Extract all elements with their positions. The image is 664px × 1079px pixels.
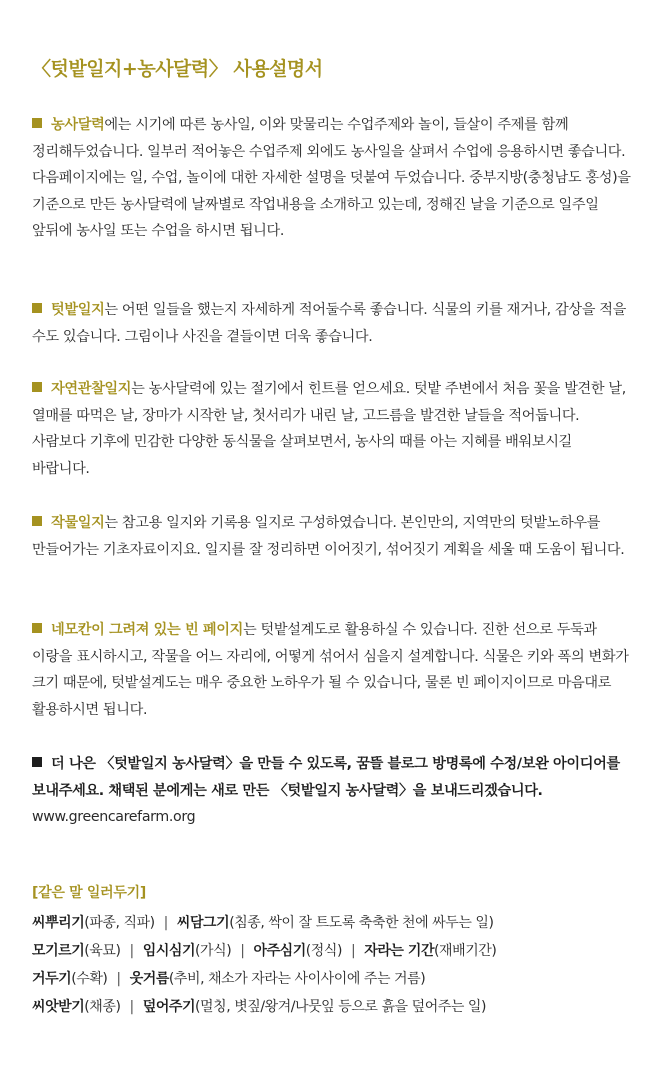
section-feedback-request — [32, 751, 632, 831]
glossary-term: 씨뿌리기 — [32, 915, 85, 931]
glossary-row — [32, 965, 642, 993]
glossary-term: 웃거름 — [129, 971, 169, 987]
square-bullet-icon — [32, 516, 42, 526]
square-bullet-icon — [32, 623, 42, 633]
glossary-row — [32, 993, 642, 1021]
section-highlight: 텃밭일지 — [51, 302, 105, 318]
glossary-separator: | — [129, 999, 134, 1015]
section-highlight: 네모칸이 그려져 있는 빈 페이지 — [51, 622, 243, 638]
glossary-separator: | — [350, 943, 356, 959]
glossary-separator: | — [240, 943, 245, 959]
glossary-term: 거두기 — [32, 971, 72, 987]
section-highlight: 작물일지 — [51, 515, 105, 531]
section-nature-diary — [32, 376, 632, 482]
section-blank-grid-page — [32, 617, 632, 723]
glossary-separator: | — [163, 915, 168, 931]
glossary-separator: | — [129, 943, 134, 959]
glossary-description: (추비, 채소가 자라는 사이사이에 주는 거름) — [168, 971, 426, 987]
glossary-description: (가식) — [195, 943, 232, 959]
page-title: 〈텃밭일지+농사달력〉 사용설명서 — [32, 58, 323, 80]
section-text: 는 참고용 일지와 기록용 일지로 구성하였습니다. 본인만의, 지역만의 텃밭노하우를 만들어가는 기초자료이지요. 일지를 잘 정리하면 이어짓기, 섞어짓기 계획을 세울 때 도움이 됩니다. — [32, 515, 625, 558]
glossary-term: 자라는 기간 — [364, 943, 435, 959]
glossary-row — [32, 909, 642, 937]
glossary-term: 덮어주기 — [142, 999, 196, 1015]
section-text: 는 어떤 일들을 했는지 자세하게 적어둘수록 좋습니다. 식물의 키를 재거나, 감상을 적을 수도 있습니다. 그림이나 사진을 곁들이면 더욱 좋습니다. — [32, 302, 626, 345]
section-garden-diary — [32, 297, 632, 350]
square-bullet-icon — [32, 118, 42, 128]
section-highlight: 자연관찰일지 — [51, 381, 132, 397]
glossary-description: (재배기간) — [434, 943, 497, 959]
glossary-description: (멀칭, 볏짚/왕겨/나뭇잎 등으로 흙을 덮어주는 일) — [195, 999, 487, 1015]
glossary-description: (침종, 싹이 잘 트도록 축축한 천에 싸두는 일) — [229, 915, 494, 931]
section-farming-calendar — [32, 112, 632, 245]
section-crop-diary — [32, 510, 632, 563]
glossary-description: (정식) — [305, 943, 342, 959]
glossary-term: 모기르기 — [32, 943, 85, 959]
section-text: 는 텃밭설계도로 활용하실 수 있습니다. 진한 선으로 두둑과 이랑을 표시하시고, 작물을 어느 자리에, 어떻게 섞어서 심을지 설계합니다. 식물은 키와 폭의 변화가 크기 때문에, 텃밭설계도는 매우 중요한 노하우가 될 수 있습니다, 물론 빈 페이지이므로 마음대로 활용하시면 됩니다. — [32, 622, 629, 718]
glossary-term: 아주심기 — [253, 943, 306, 959]
glossary-description: (육묘) — [84, 943, 121, 959]
glossary-description: (채종) — [84, 999, 121, 1015]
glossary-list — [32, 909, 642, 1021]
square-bullet-icon — [32, 757, 42, 767]
square-bullet-icon — [32, 303, 42, 313]
glossary-term: 씨담그기 — [176, 915, 230, 931]
glossary-term: 씨앗받기 — [32, 999, 85, 1015]
glossary-description: (수확) — [71, 971, 108, 987]
glossary-term: 임시심기 — [142, 943, 196, 959]
section-text: 에는 시기에 따른 농사일, 이와 맞물리는 수업주제와 놀이, 들살이 주제를 함께 정리해두었습니다. 일부러 적어놓은 수업주제 외에도 농사일을 살펴서 수업에 응용하시면 좋습니다. 다음페이지에는 일, 수업, 놀이에 대한 자세한 설명을 덧붙여 두었습니다. 중부지방(충청남도 홍성)을 기준으로 만든 농사달력에 날짜별로 작업내용을 소개하고 있는데, 정해진 날을 기준으로 일주일 앞뒤에 농사일 또는 수업을 하시면 됩니다. — [32, 117, 631, 239]
glossary-separator: | — [116, 971, 121, 987]
section-text: 는 농사달력에 있는 절기에서 힌트를 얻으세요. 텃밭 주변에서 처음 꽃을 발견한 날, 열매를 따먹은 날, 장마가 시작한 날, 첫서리가 내린 날, 고드름을 발견한 날들을 적어둡니다. 사람보다 기후에 민감한 다양한 동식물을 살펴보면서, 농사의 때를 아는 지혜를 배워보시길 바랍니다. — [32, 381, 626, 477]
section-highlight: 농사달력 — [51, 117, 105, 133]
glossary-description: (파종, 직파) — [84, 915, 155, 931]
glossary-title: [같은 말 일러두기] — [32, 885, 146, 901]
feedback-text: 더 나은 〈텃밭일지 농사달력〉을 만들 수 있도록, 꿈뜰 블로그 방명록에 수정/보완 아이디어를 보내주세요. 채택된 분에게는 새로 만든 〈텃밭일지 농사달력〉을 보내드리겠습니다. — [32, 756, 620, 799]
glossary-row — [32, 937, 642, 965]
website-url: www.greencarefarm.org — [32, 809, 196, 825]
square-bullet-icon — [32, 382, 42, 392]
